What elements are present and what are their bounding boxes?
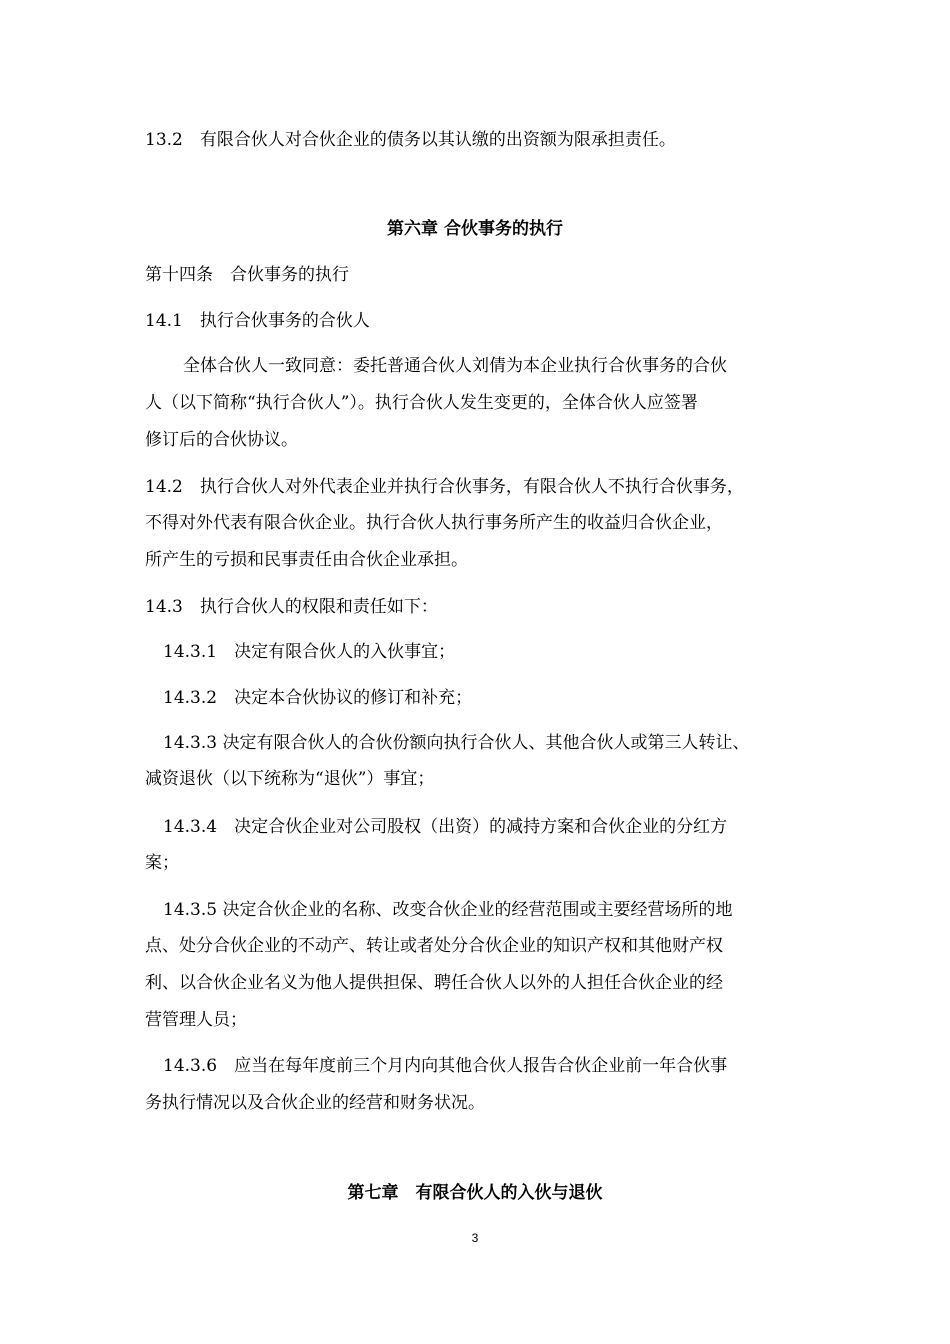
clause-14-1-body-line: 修订后的合伙协议。 — [145, 430, 298, 450]
clause-14-3-3-line: 14.3.3 决定有限合伙人的合伙份额向执行合伙人、其他合伙人或第三人转让、 — [163, 733, 750, 753]
clause-14-3-6-line: 14.3.6 应当在每年度前三个月内向其他合伙人报告合伙企业前一年合伙事 — [163, 1056, 728, 1076]
chapter-7-heading: 第七章 有限合伙人的入伙与退伙 — [347, 1183, 603, 1203]
clause-14-3-2: 14.3.2 决定本合伙协议的修订和补充； — [163, 688, 473, 708]
clause-14-2-line: 不得对外代表有限合伙企业。执行合伙人执行事务所产生的收益归合伙企业， — [145, 513, 723, 533]
clause-14-3-5-line: 利、以合伙企业名义为他人提供担保、聘任合伙人以外的人担任合伙企业的经 — [145, 973, 723, 993]
clause-14-3-5-line: 14.3.5 决定合伙企业的名称、改变合伙企业的经营范围或主要经营场所的地 — [163, 900, 733, 920]
clause-14-1-body-line: 全体合伙人一致同意：委托普通合伙人刘倩为本企业执行合伙事务的合伙 — [183, 356, 727, 376]
chapter-6-heading: 第六章 合伙事务的执行 — [387, 219, 563, 239]
clause-14-3-4-line: 14.3.4 决定合伙企业对公司股权（出资）的减持方案和合伙企业的分红方 — [163, 817, 728, 837]
clause-14-3-5-line: 营管理人员； — [145, 1010, 247, 1030]
clause-13-2: 13.2 有限合伙人对合伙企业的债务以其认缴的出资额为限承担责任。 — [145, 130, 676, 150]
page-number: 3 — [471, 1231, 479, 1245]
clause-14-3-5-line: 点、处分合伙企业的不动产、转让或者处分合伙企业的知识产权和其他财产权 — [145, 936, 723, 956]
clause-14-3-title: 14.3 执行合伙人的权限和责任如下： — [145, 597, 438, 617]
article-14-title: 第十四条 合伙事务的执行 — [145, 265, 349, 285]
clause-14-2-line: 所产生的亏损和民事责任由合伙企业承担。 — [145, 550, 468, 570]
clause-14-1-title: 14.1 执行合伙事务的合伙人 — [145, 311, 370, 331]
clause-14-3-6-line: 务执行情况以及合伙企业的经营和财务状况。 — [145, 1093, 485, 1113]
clause-14-1-body-line: 人（以下简称“执行合伙人”）。执行合伙人发生变更的，全体合伙人应签署 — [145, 393, 698, 413]
clause-14-3-4-line: 案； — [145, 853, 179, 873]
clause-14-2-line: 14.2 执行合伙人对外代表企业并执行合伙事务，有限合伙人不执行合伙事务， — [145, 477, 744, 497]
clause-14-3-1: 14.3.1 决定有限合伙人的入伙事宜； — [163, 642, 456, 662]
clause-14-3-3-line: 减资退伙（以下统称为“退伙”）事宜； — [145, 769, 435, 789]
